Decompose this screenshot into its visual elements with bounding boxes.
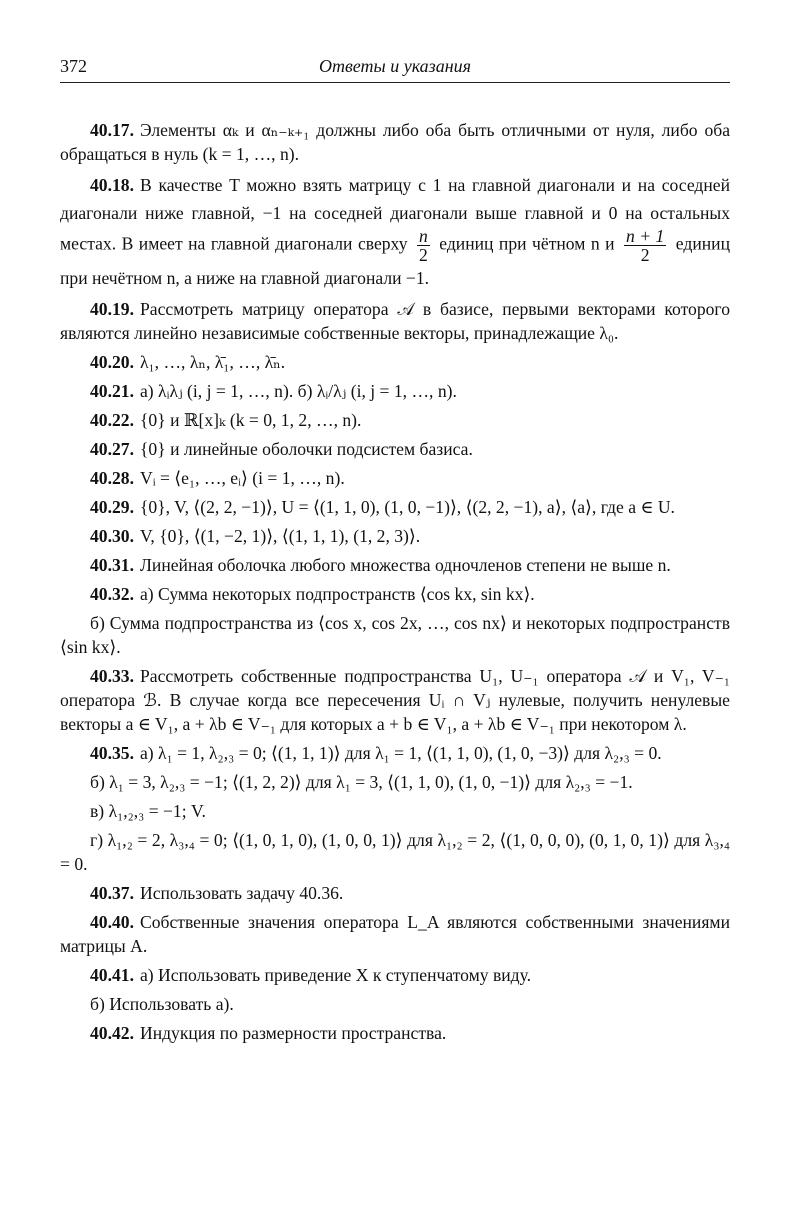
- answer-item: [60, 118, 730, 166]
- answer-item: [60, 992, 730, 1016]
- fraction: [624, 227, 666, 264]
- answer-40-18: [60, 171, 730, 292]
- answer-item: [60, 770, 730, 794]
- answer-item: [60, 799, 730, 823]
- answer-item: [60, 881, 730, 905]
- answer-text: в) λ₁,₂,₃ = −1; V.: [90, 801, 206, 821]
- answer-text: а) Использовать приведение X к ступенчатому виду.: [139, 965, 532, 985]
- answer-text: {0}, V, ⟨(2, 2, −1)⟩, U = ⟨(1, 1, 0), (1, 0, −1)⟩, ⟨(2, 2, −1), a⟩, ⟨a⟩, где a ∈ U.: [139, 497, 675, 517]
- answer-number: 40.22.: [90, 410, 134, 430]
- answer-text: Использовать задачу 40.36.: [139, 883, 344, 903]
- answer-item: [60, 466, 730, 490]
- answer-item: [60, 828, 730, 876]
- answer-text: {0} и линейные оболочки подсистем базиса.: [139, 439, 473, 459]
- numerator: n + 1: [626, 226, 665, 246]
- answer-item: [60, 524, 730, 548]
- answer-item: [60, 910, 730, 958]
- page-number: 372: [60, 56, 87, 76]
- answer-text: б) Использовать а).: [90, 994, 234, 1014]
- denominator: 2: [640, 245, 650, 265]
- answer-number: 40.32.: [90, 584, 134, 604]
- answer-text: б) Сумма подпространства из ⟨cos x, cos 2x, …, cos nx⟩ и некоторых подпространств ⟨sin kx⟩.: [60, 613, 730, 657]
- answer-number: 40.31.: [90, 555, 134, 575]
- answer-text: г) λ₁,₂ = 2, λ₃,₄ = 0; ⟨(1, 0, 1, 0), (1, 0, 0, 1)⟩ для λ₁,₂ = 2, ⟨(1, 0, 0, 0), (0, 1, 0, 1)⟩ для λ₃,₄ = 0.: [60, 830, 730, 874]
- answer-item: [60, 1021, 730, 1045]
- answer-text: б) λ₁ = 3, λ₂,₃ = −1; ⟨(1, 2, 2)⟩ для λ₁ = 3, ⟨(1, 1, 0), (1, 0, −1)⟩ для λ₂,₃ = −1.: [90, 772, 633, 792]
- answer-text: а) λ₁ = 1, λ₂,₃ = 0; ⟨(1, 1, 1)⟩ для λ₁ = 1, ⟨(1, 1, 0), (1, 0, −3)⟩ для λ₂,₃ = 0.: [139, 743, 662, 763]
- answer-item: [60, 664, 730, 736]
- answer-text: Индукция по размерности пространства.: [139, 1023, 447, 1043]
- page-header: [60, 56, 730, 83]
- answer-text: Элементы αₖ и αₙ₋ₖ₊₁ должны либо оба быть отличными от нуля, либо оба обращаться в нуль (k = 1, …, n).: [60, 120, 730, 164]
- answer-number: 40.40.: [90, 912, 134, 932]
- answers-list: [60, 118, 730, 1050]
- answer-number: 40.30.: [90, 526, 134, 546]
- answer-text: λ₁, …, λₙ, λ̄₁, …, λ̄ₙ.: [139, 352, 286, 372]
- answer-number: 40.33.: [90, 666, 134, 686]
- answer-number: 40.20.: [90, 352, 134, 372]
- denominator: 2: [418, 245, 428, 265]
- answer-number: 40.42.: [90, 1023, 134, 1043]
- numerator: n: [418, 226, 428, 246]
- answer-number: 40.35.: [90, 743, 134, 763]
- answer-text: Собственные значения оператора L_A являются собственными значениями матрицы A.: [60, 912, 730, 956]
- answer-number: 40.29.: [90, 497, 134, 517]
- answer-item: [60, 495, 730, 519]
- answer-number: 40.18.: [90, 175, 134, 195]
- answer-item: [60, 408, 730, 432]
- answer-text: а) Сумма некоторых подпространств ⟨cos kx, sin kx⟩.: [139, 584, 535, 604]
- answer-number: 40.37.: [90, 883, 134, 903]
- answer-number: 40.27.: [90, 439, 134, 459]
- answer-text: единиц при нечётном n, а ниже на главной диагонали −1.: [60, 233, 730, 288]
- answer-item: [60, 297, 730, 345]
- answer-item: [60, 350, 730, 374]
- answer-item: [60, 611, 730, 659]
- running-title: Ответы и указания: [318, 56, 472, 76]
- answer-text: Vᵢ = ⟨e₁, …, eᵢ⟩ (i = 1, …, n).: [139, 468, 345, 488]
- answer-text: единиц при чётном n и: [439, 233, 615, 254]
- answer-number: 40.21.: [90, 381, 134, 401]
- answer-item: [60, 553, 730, 577]
- answer-text: Линейная оболочка любого множества одночленов степени не выше n.: [139, 555, 671, 575]
- answer-text: V, {0}, ⟨(1, −2, 1)⟩, ⟨(1, 1, 1), (1, 2, 3)⟩.: [139, 526, 421, 546]
- answer-number: 40.17.: [90, 120, 134, 140]
- answer-item: [60, 582, 730, 606]
- answer-text: Рассмотреть собственные подпространства U₁, U₋₁ оператора 𝒜 и V₁, V₋₁ оператора ℬ. В случае когда все пересечения Uᵢ ∩ Vⱼ нулевые, получить ненулевые векторы a ∈ V₁, a + λb ∈ V₋₁ для которых a + b ∈ V₁, a + λb ∈ V₋₁ при некотором λ.: [60, 666, 730, 734]
- fraction: [417, 227, 430, 264]
- answer-number: 40.28.: [90, 468, 134, 488]
- answer-item: [60, 741, 730, 765]
- answer-text: {0} и ℝ[x]ₖ (k = 0, 1, 2, …, n).: [139, 410, 362, 430]
- answer-item: [60, 963, 730, 987]
- answer-text: В качестве T можно взять матрицу с 1 на главной диагонали и на соседней диагонали ниже главной, −1 на соседней диагонали выше главной и 0 на остальных местах. B имеет на главной диагонали сверху: [60, 175, 730, 254]
- answer-number: 40.41.: [90, 965, 134, 985]
- answer-item: [60, 437, 730, 461]
- answer-item: [60, 379, 730, 403]
- answer-number: 40.19.: [90, 299, 134, 319]
- answer-text: а) λᵢλⱼ (i, j = 1, …, n). б) λᵢ/λⱼ (i, j = 1, …, n).: [139, 381, 457, 401]
- answer-text: Рассмотреть матрицу оператора 𝒜 в базисе, первыми векторами которого являются линейно независимые собственные векторы, принадлежащие λ₀.: [60, 299, 730, 343]
